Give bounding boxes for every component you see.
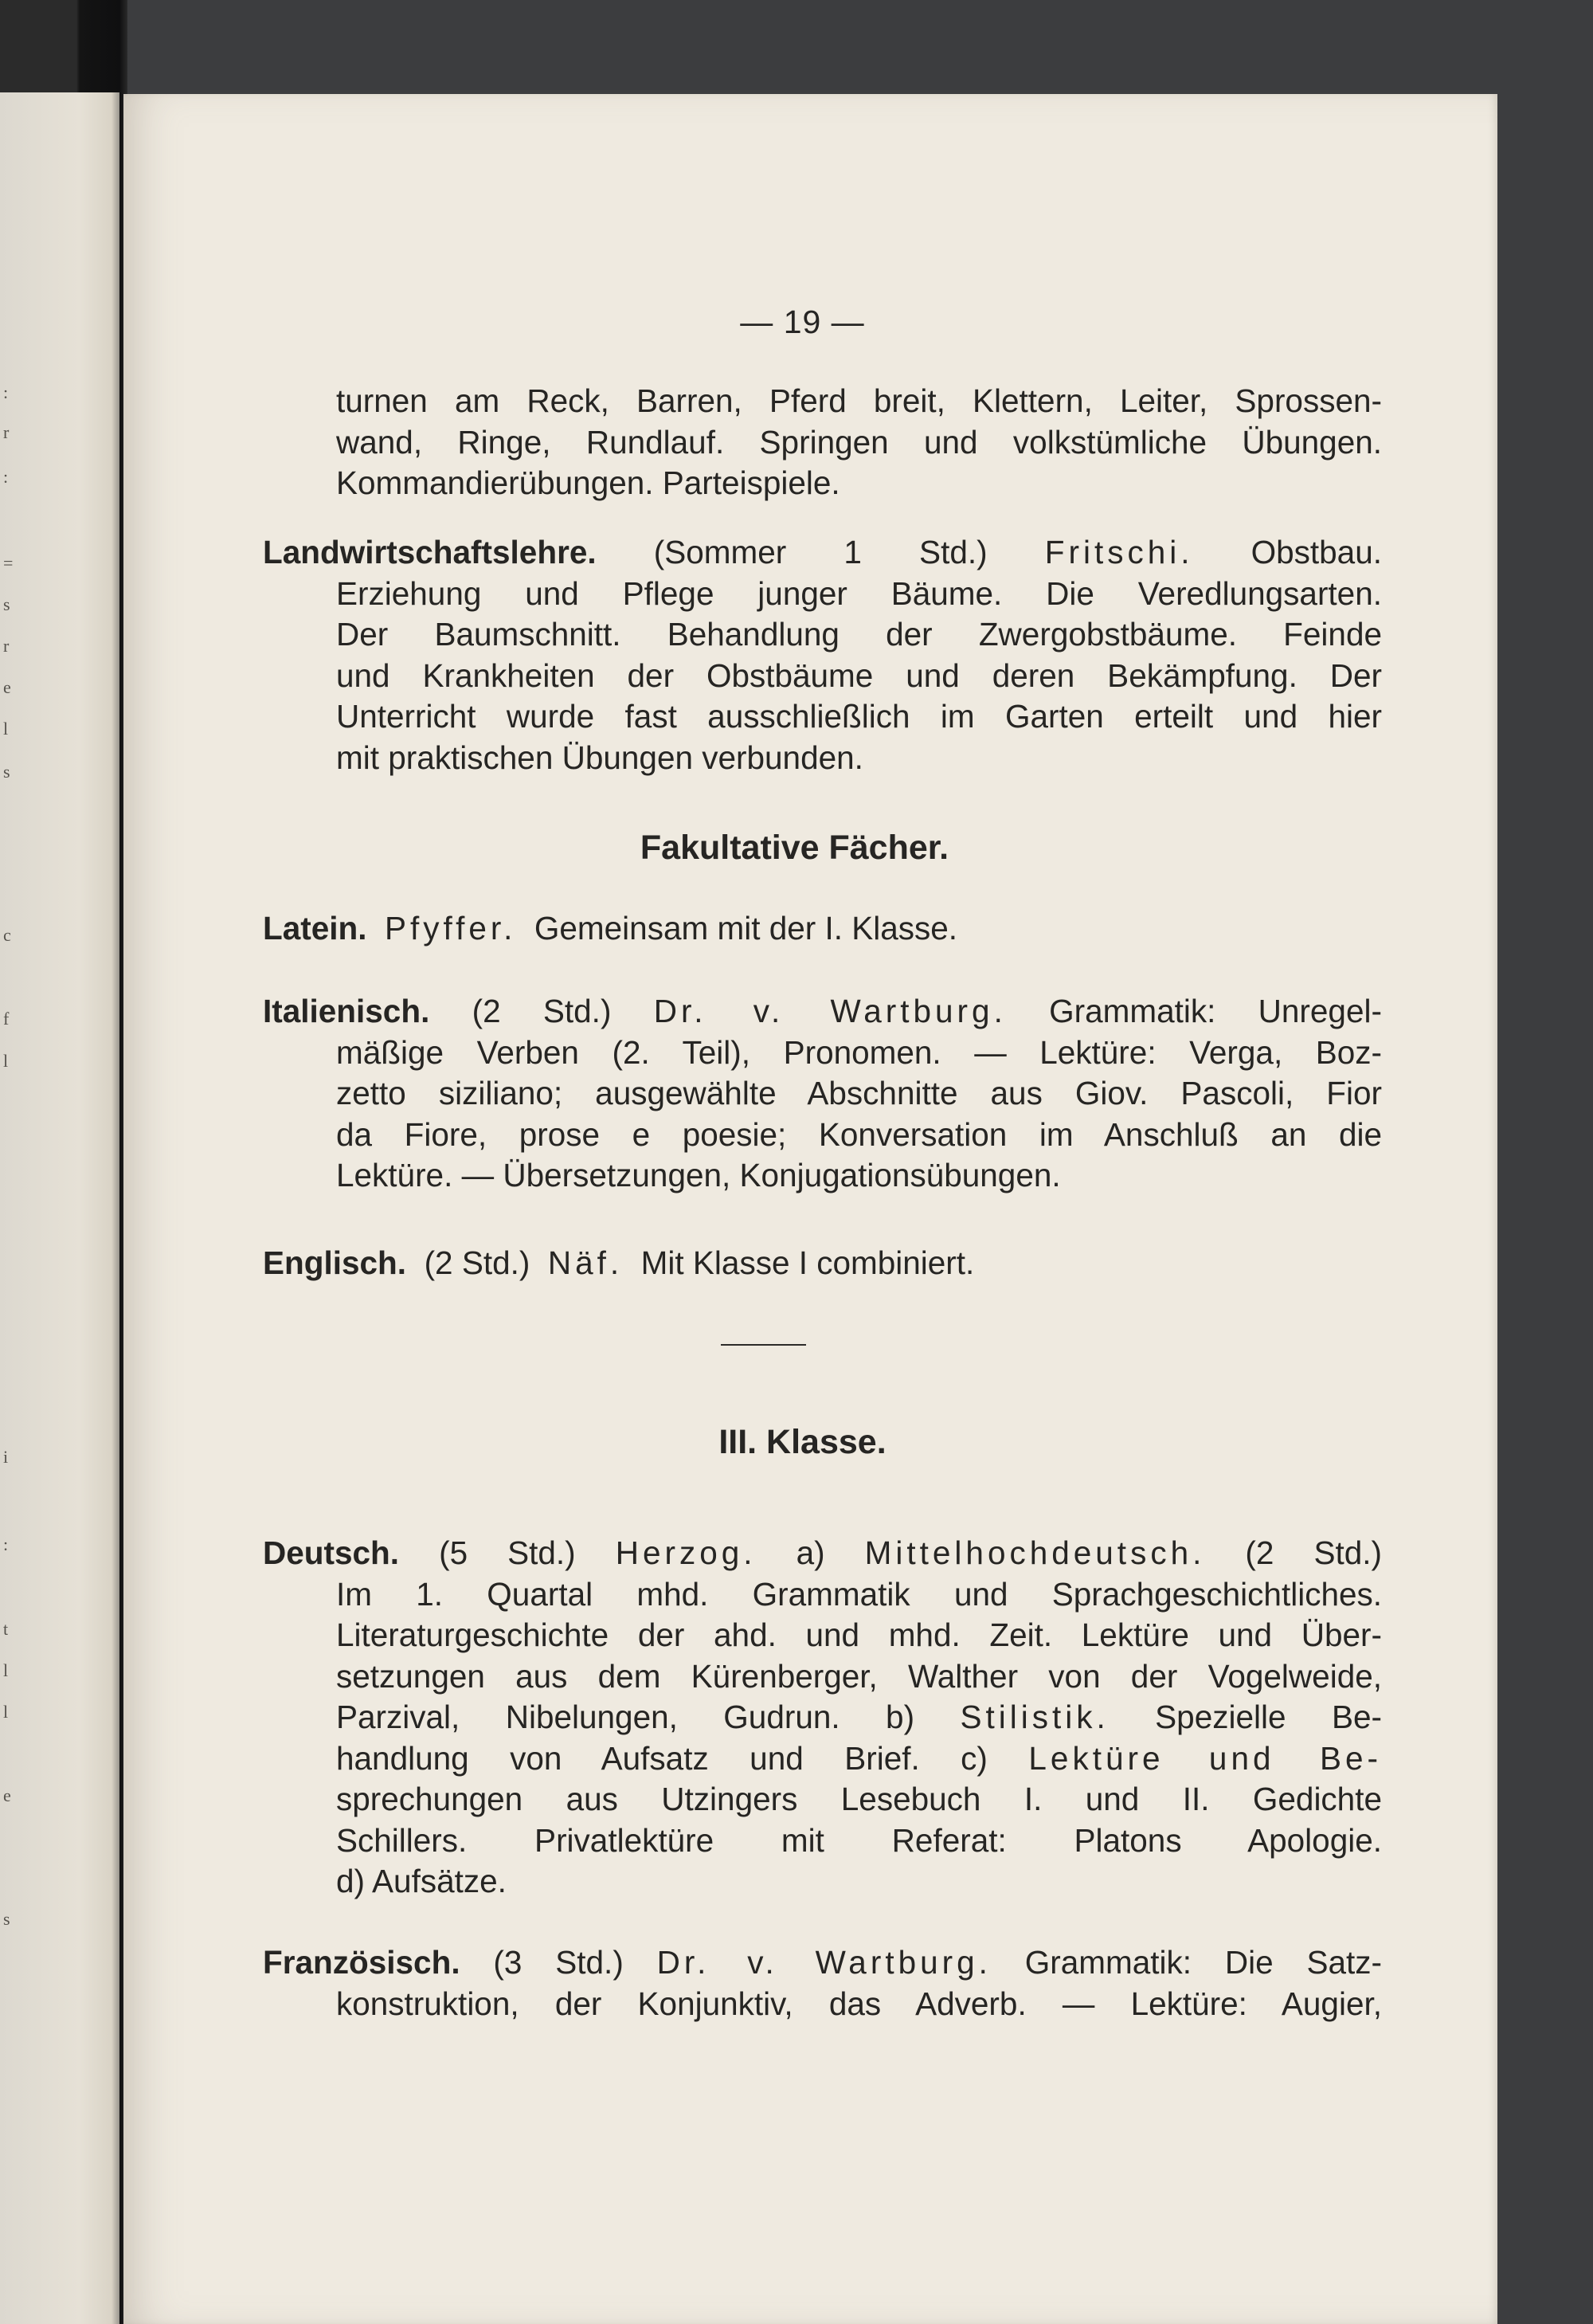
adjacent-page-edge: [0, 92, 119, 2324]
text-line: wand, Ringe, Rundlauf. Springen und volkstümliche Übungen.: [336, 423, 1382, 460]
hours: (3 Std.): [493, 1944, 624, 1981]
left-page-fragment: r: [3, 422, 10, 442]
text-line: da Fiore, prose e poesie; Konversation im Anschluß an die: [336, 1115, 1382, 1153]
section-heading-fakultative: Fakultative Fächer.: [640, 829, 949, 867]
text-fragment: Obstbau.: [1251, 534, 1382, 570]
text-fragment: Grammatik: Die Satz-: [1024, 1944, 1382, 1981]
page-number: — 19 —: [740, 304, 865, 340]
subject-heading: Landwirtschaftslehre.: [263, 534, 597, 570]
text-line: setzungen aus dem Kürenberger, Walther von der Vogelweide,: [336, 1657, 1382, 1695]
left-page-fragment: :: [3, 467, 9, 487]
text-line: d) Aufsätze.: [336, 1863, 507, 1899]
text-fragment: Parzival, Nibelungen, Gudrun. b): [336, 1699, 915, 1735]
subject-heading: Italienisch.: [263, 993, 430, 1029]
teacher-name: Dr. v. Wartburg.: [653, 993, 1007, 1029]
hours: (2 Std.): [1245, 1534, 1382, 1571]
text-line: Der Baumschnitt. Behandlung der Zwergobstbäume. Feinde: [336, 616, 1382, 653]
subject-landwirtschaftslehre: [263, 532, 1382, 778]
subject-heading: Englisch.: [263, 1244, 407, 1281]
text-fragment: Spezielle Be-: [1155, 1699, 1382, 1735]
text-line: Kommandierübungen. Parteispiele.: [336, 464, 840, 501]
text-line: Literaturgeschichte der ahd. und mhd. Zeit. Lektüre und Über-: [336, 1617, 1382, 1653]
left-page-fragment: l: [3, 1051, 9, 1071]
left-page-fragment: l: [3, 1702, 9, 1722]
text-line: [263, 1243, 1382, 1284]
text-fragment: handlung von Aufsatz und Brief. c): [336, 1739, 988, 1777]
text-line: Schillers. Privatlektüre mit Referat: Platons Apologie.: [336, 1821, 1382, 1859]
text-line: zetto siziliano; ausgewählte Abschnitte aus Giov. Pascoli, Fior: [336, 1075, 1382, 1111]
left-page-fragment: f: [3, 1009, 10, 1029]
left-page-fragment: e: [3, 1785, 11, 1805]
text-line: Im 1. Quartal mhd. Grammatik und Sprachgeschichtliches.: [336, 1575, 1382, 1613]
subject-englisch: [263, 1243, 1382, 1284]
subsection-label: Mittelhochdeutsch.: [864, 1534, 1206, 1571]
hours: (Sommer 1 Std.): [653, 534, 988, 570]
document-page: [123, 94, 1497, 2324]
gymnastics-paragraph: [336, 381, 1382, 504]
teacher-name: Fritschi.: [1044, 534, 1194, 570]
subject-heading: Französisch.: [263, 1944, 460, 1981]
text-line: [263, 991, 1382, 1033]
teacher-name: Dr. v. Wartburg.: [656, 1944, 992, 1981]
teacher-name: Pfyffer.: [385, 910, 517, 946]
text-line: und Krankheiten der Obstbäume und deren Bekämpfung. Der: [336, 656, 1382, 694]
text-line: mit praktischen Übungen verbunden.: [336, 739, 863, 776]
subsection-label: Lektüre und Be-: [1028, 1739, 1382, 1777]
left-page-fragment: :: [3, 382, 9, 402]
text-line: mäßige Verben (2. Teil), Pronomen. — Lektüre: Verga, Boz-: [336, 1033, 1382, 1071]
text-line: [263, 532, 1382, 574]
left-page-fragment: s: [3, 762, 10, 782]
left-page-fragment: i: [3, 1447, 9, 1467]
text-fragment: Grammatik: Unregel-: [1049, 993, 1382, 1029]
left-page-fragment: s: [3, 594, 10, 614]
left-page-fragment: l: [3, 719, 9, 739]
subsection-label: Stilistik.: [960, 1699, 1110, 1735]
left-page-fragment: e: [3, 677, 11, 697]
teacher-name: Herzog.: [615, 1534, 757, 1571]
section-divider: [721, 1344, 806, 1346]
left-page-fragment: c: [3, 925, 11, 945]
text-fragment: Gemeinsam mit der I. Klasse.: [534, 910, 958, 946]
left-page-fragment: l: [3, 1660, 9, 1680]
subject-heading: Latein.: [263, 910, 367, 946]
subject-franzoesisch: [263, 1942, 1382, 2024]
text-line: konstruktion, der Konjunktiv, das Adverb. — Lektüre: Augier,: [336, 1985, 1382, 2022]
teacher-name: Näf.: [547, 1244, 624, 1281]
text-line: [263, 1533, 1382, 1574]
left-page-fragment: s: [3, 1909, 10, 1929]
hours: (2 Std.): [472, 993, 612, 1029]
hours: (5 Std.): [439, 1534, 576, 1571]
subject-italienisch: [263, 991, 1382, 1197]
text-line: Unterricht wurde fast ausschließlich im Garten erteilt und hier: [336, 698, 1382, 735]
text-line: turnen am Reck, Barren, Pferd breit, Klettern, Leiter, Sprossen-: [336, 382, 1382, 419]
left-page-fragment: :: [3, 1534, 9, 1554]
hours: (2 Std.): [424, 1244, 530, 1281]
text-fragment: Mit Klasse I combiniert.: [640, 1244, 975, 1281]
text-fragment: a): [796, 1534, 825, 1571]
left-page-fragment: r: [3, 636, 10, 656]
text-line: sprechungen aus Utzingers Lesebuch I. und II. Gedichte: [336, 1781, 1382, 1817]
text-line: Lektüre. — Übersetzungen, Konjugationsübungen.: [336, 1157, 1061, 1193]
section-heading-klasse: III. Klasse.: [718, 1423, 887, 1461]
subject-heading: Deutsch.: [263, 1534, 400, 1571]
subject-latein: [263, 908, 1382, 950]
subject-deutsch: [263, 1533, 1382, 1903]
text-line: [263, 908, 1382, 950]
text-line: [336, 1697, 1382, 1738]
text-line: Erziehung und Pflege junger Bäume. Die Veredlungsarten.: [336, 574, 1382, 612]
left-page-fragment: =: [3, 553, 14, 573]
text-line: [336, 1738, 1382, 1780]
left-page-fragment: t: [3, 1619, 9, 1639]
text-line: [263, 1942, 1382, 1984]
